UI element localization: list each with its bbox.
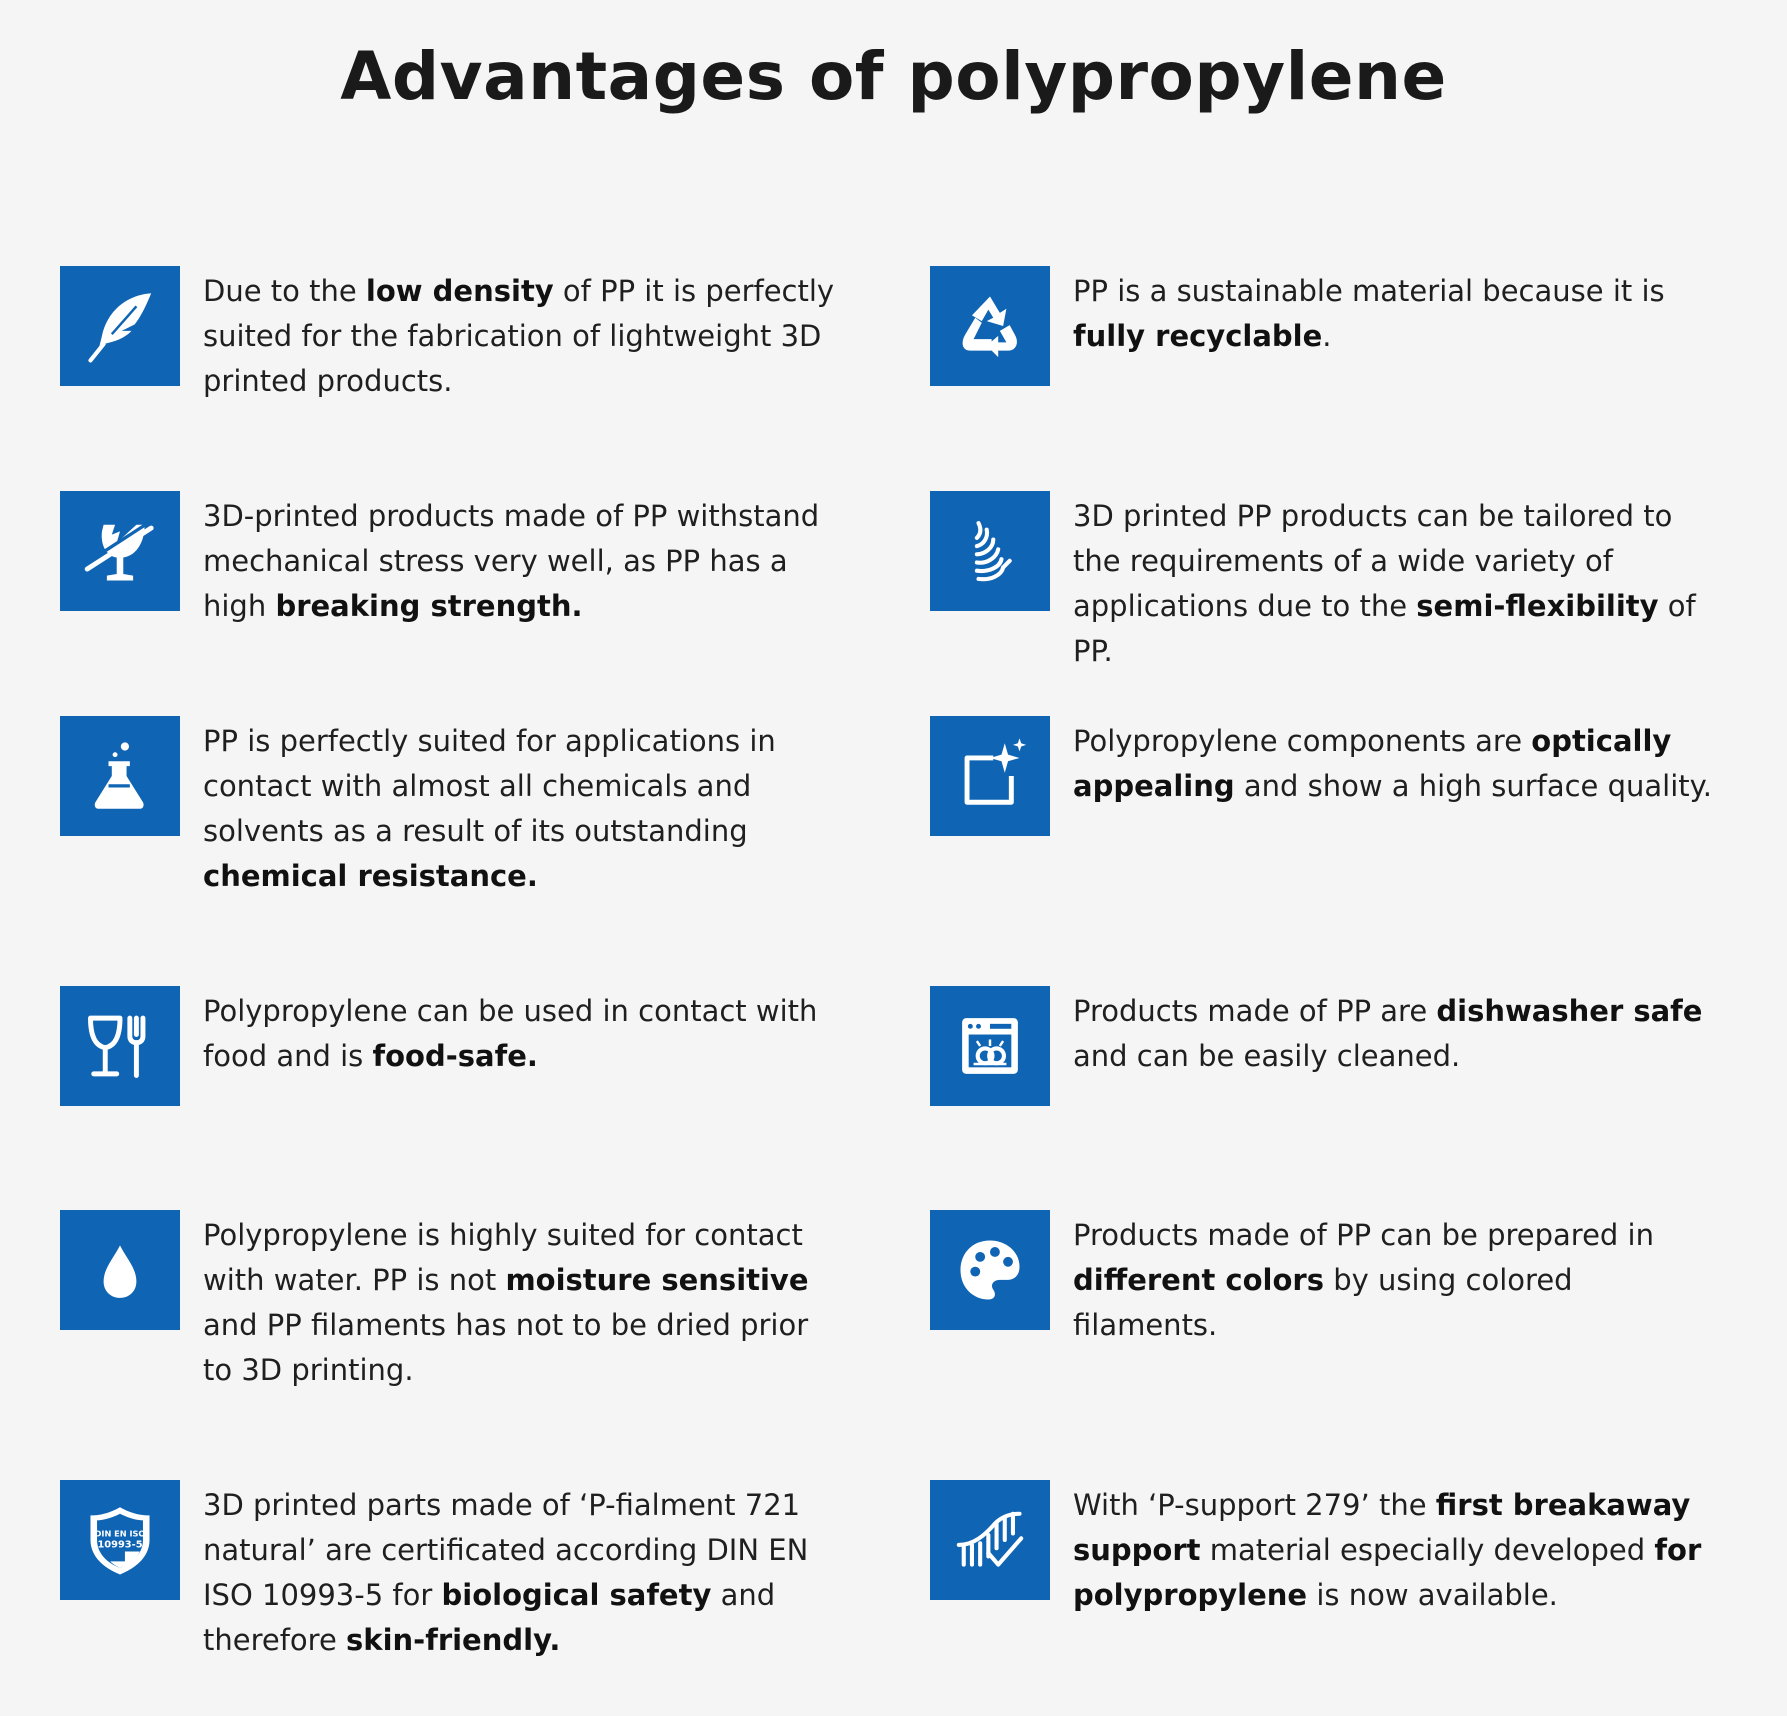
- breakaway-support-icon: [930, 1480, 1050, 1600]
- advantage-text: Due to the low density of PP it is perfectly suited for the fabrication of lightweight 3D printed products.: [203, 274, 835, 398]
- shield-certificate-icon: [60, 1480, 180, 1600]
- glass-fork-icon: [60, 986, 180, 1106]
- advantage-different-colors: [930, 1210, 1730, 1410]
- flask-icon: [60, 716, 180, 836]
- advantage-text: 3D-printed products made of PP withstand mechanical stress very well, as PP has a high breaking strength.: [203, 499, 820, 623]
- advantage-dishwasher-safe: [930, 986, 1730, 1186]
- advantage-text: Polypropylene is highly suited for contact with water. PP is not moisture sensitive and PP filaments has not to be dried prior to 3D printing.: [203, 1218, 809, 1387]
- dishwasher-icon: [930, 986, 1050, 1106]
- page-title: Advantages of polypropylene: [340, 38, 1447, 115]
- shield-badge-line1: DIN EN ISO: [94, 1528, 146, 1539]
- advantage-food-safe: [60, 986, 860, 1186]
- advantage-text: 3D printed parts made of ‘P-fialment 721 natural’ are certificated according DIN EN ISO 10993-5 for biological safety and therefore skin-friendly.: [203, 1488, 809, 1657]
- palette-icon: [930, 1210, 1050, 1330]
- advantage-semi-flexibility: [930, 491, 1730, 691]
- advantage-text: PP is a sustainable material because it is fully recyclable.: [1073, 274, 1665, 353]
- feather-icon: [60, 266, 180, 386]
- advantage-text: Polypropylene components are optically appealing and show a high surface quality.: [1073, 724, 1712, 803]
- advantage-text: Polypropylene can be used in contact with food and is food-safe.: [203, 994, 818, 1073]
- recycle-icon: [930, 266, 1050, 386]
- advantage-text: PP is perfectly suited for applications in contact with almost all chemicals and solvents as a result of its outstanding chemical resistance.: [203, 724, 776, 893]
- flexible-spring-icon: [930, 491, 1050, 611]
- advantage-text: Products made of PP are dishwasher safe and can be easily cleaned.: [1073, 994, 1703, 1073]
- water-drop-icon: [60, 1210, 180, 1330]
- advantage-low-density: [60, 266, 860, 466]
- advantage-chemical-resistance: [60, 716, 860, 916]
- advantage-breaking-strength: [60, 491, 860, 691]
- advantage-text: With ‘P-support 279’ the first breakaway support material especially developed for polypropylene is now available.: [1073, 1488, 1702, 1612]
- advantage-optically-appealing: [930, 716, 1730, 916]
- advantage-text: 3D printed PP products can be tailored to the requirements of a wide variety of applications due to the semi-flexibility of PP.: [1073, 499, 1696, 668]
- advantage-text: Products made of PP can be prepared in different colors by using colored filaments.: [1073, 1218, 1654, 1342]
- advantage-biological-safety: [60, 1480, 860, 1680]
- advantage-breakaway-support: [930, 1480, 1730, 1680]
- advantage-moisture-insensitive: [60, 1210, 860, 1410]
- shield-badge-line2: 10993-5: [97, 1539, 143, 1551]
- sparkle-surface-icon: [930, 716, 1050, 836]
- broken-glass-icon: [60, 491, 180, 611]
- advantage-recyclable: [930, 266, 1730, 466]
